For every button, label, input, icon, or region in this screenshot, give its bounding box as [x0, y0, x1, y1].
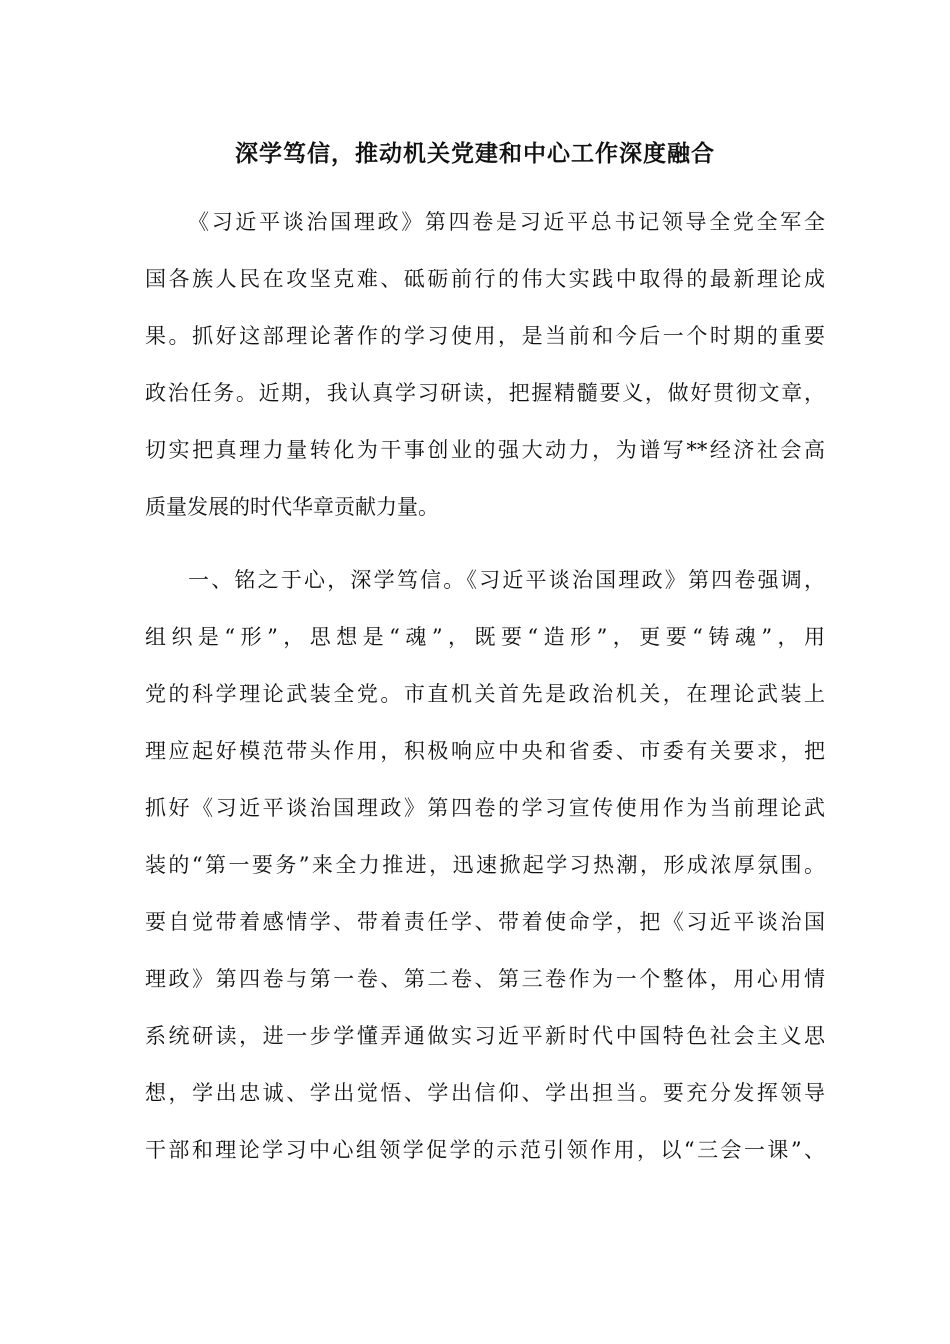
paragraph-line: 一、铭之于心，深学笃信。《习近平谈治国理政》第四卷强调， [188, 568, 825, 592]
paragraph-line: 《习近平谈治国理政》第四卷是习近平总书记领导全党全军全 [188, 210, 825, 234]
paragraph-line: 系统研读，进一步学懂弄通做实习近平新时代中国特色社会主义思 [145, 1024, 825, 1048]
paragraph-line: 组织是“形”，思想是“魂”，既要“造形”，更要“铸魂”，用 [145, 625, 825, 649]
paragraph-line: 干部和理论学习中心组领学促学的示范引领作用，以“三会一课”、 [145, 1138, 825, 1162]
paragraph-line: 要自觉带着感情学、带着责任学、带着使命学，把《习近平谈治国 [145, 910, 825, 934]
paragraph-line: 理政》第四卷与第一卷、第二卷、第三卷作为一个整体，用心用情 [145, 967, 825, 991]
paragraph-line: 质量发展的时代华章贡献力量。 [145, 495, 439, 519]
paragraph-line: 党的科学理论武装全党。市直机关首先是政治机关，在理论武装上 [145, 682, 825, 706]
paragraph-line: 政治任务。近期，我认真学习研读，把握精髓要义，做好贯彻文章， [145, 381, 825, 405]
paragraph-line: 抓好《习近平谈治国理政》第四卷的学习宣传使用作为当前理论武 [145, 796, 825, 820]
paragraph-line: 装的“第一要务”来全力推进，迅速掀起学习热潮，形成浓厚氛围。 [145, 853, 825, 877]
paragraph-line: 国各族人民在攻坚克难、砥砺前行的伟大实践中取得的最新理论成 [145, 267, 825, 291]
document-title: 深学笃信，推动机关党建和中心工作深度融合 [235, 141, 715, 167]
paragraph-line: 果。抓好这部理论著作的学习使用，是当前和今后一个时期的重要 [145, 324, 825, 348]
paragraph-line: 想，学出忠诚、学出觉悟、学出信仰、学出担当。要充分发挥领导 [145, 1081, 825, 1105]
paragraph-line: 切实把真理力量转化为干事创业的强大动力，为谱写**经济社会高 [145, 438, 825, 462]
paragraph-line: 理应起好模范带头作用，积极响应中央和省委、市委有关要求，把 [145, 739, 825, 763]
